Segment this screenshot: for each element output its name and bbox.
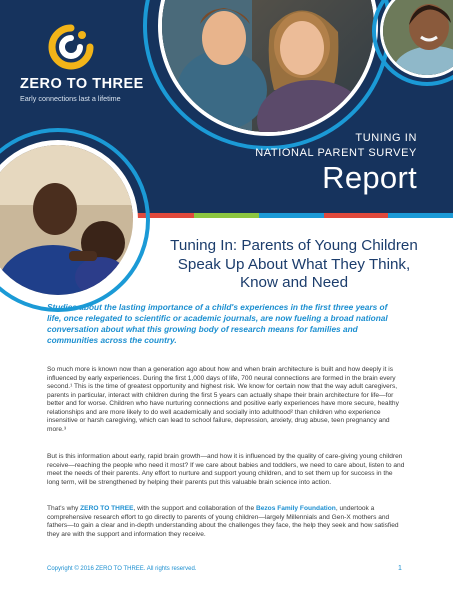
p3-text: , with the support and collaboration of the [133, 505, 256, 512]
copyright-footer: Copyright © 2016 ZERO TO THREE. All rights reserved. [47, 566, 197, 572]
stripe-segment [194, 213, 259, 218]
org-bezos-foundation: Bezos Family Foundation [255, 505, 336, 512]
page-number: 1 [398, 565, 402, 572]
father-child-illustration [0, 145, 133, 295]
p3-text: , undertook a comprehensive research effort to go directly to parents of young children—largely Millennials and Gen-X mothers and fathers—to gain a clear and in-depth understanding about the challenges they face, the help they seek and how satisfied they are with the support and information they receive. [47, 505, 399, 538]
org-zero-to-three: ZERO TO THREE [80, 505, 134, 512]
body-paragraph-2: But is this information about early, rapid brain growth—and how it is influenced by the quality of care-giving young children receive—reaching the people who need it most? If we care about babies and toddlers, we need to care about, listen to and meet the needs of their parents. Any effort to nurture and support young children, and to set them up for success in the long term, will be strengthened by helping their parents put this valuable brain science into action. [47, 453, 405, 486]
brand-tagline: Early connections last a lifetime [20, 94, 121, 103]
body-paragraph-3 [47, 505, 405, 539]
survey-line-2: NATIONAL PARENT SURVEY [255, 147, 417, 159]
report-word: Report [322, 160, 417, 195]
survey-line-1: TUNING IN [355, 132, 417, 144]
zero-to-three-logo-icon [48, 24, 94, 70]
intro-paragraph: Studies about the lasting importance of a child's experiences in the first three years of life, once relegated to scientific or academic journals, are now fueling a broad national conversation about what this growing body of research means for families and communities across the country. [47, 302, 388, 345]
report-title: Tuning In: Parents of Young Children Speak Up About What They Think, Know and Need [170, 237, 418, 291]
p3-text: That's why [47, 505, 81, 512]
brand-name: ZERO TO THREE [20, 76, 144, 92]
stripe-segment [259, 213, 324, 218]
stripe-segment [388, 213, 453, 218]
stripe-segment [324, 213, 389, 218]
body-paragraph-1: So much more is known now than a generation ago about how and when brain architecture is built and how deeply it is influenced by early experiences. During the first 1,000 days of life, 700 neural connections are formed in the brain every second.¹ This is the time of greatest opportunity and highest risk. We know for certain now that the way adult caregivers, parents in particular, interact with children during the first 5 years can actually shape their brain architecture for life—for better and for worse. Children who have nurturing connections and positive early experiences have more secure, healthy relationships and are more likely to do well academically and socially into adulthood² than children who experience insensitive or harsh caregiving, which can lead to school failure, depression, anxiety, drug abuse, teen pregnancy and more.³ [47, 366, 399, 433]
